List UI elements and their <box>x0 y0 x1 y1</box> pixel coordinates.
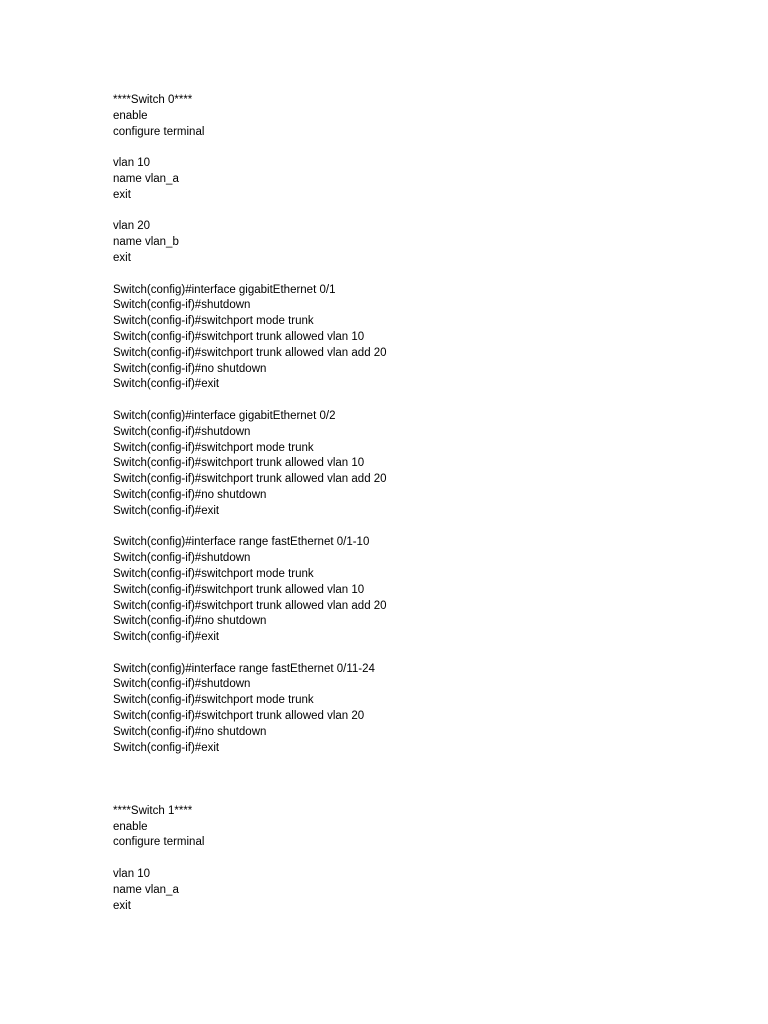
text-line: Switch(config-if)#exit <box>113 378 220 391</box>
text-line: Switch(config-if)#no shutdown <box>113 488 267 501</box>
blank-line <box>113 267 713 283</box>
blank-line <box>113 851 713 867</box>
text-line: Switch(config-if)#switchport trunk allowed vlan add 20 <box>113 346 387 359</box>
blank-line <box>113 140 713 156</box>
text-line: Switch(config)#interface range fastEthernet 0/11-24 <box>113 662 375 675</box>
text-line: Switch(config-if)#switchport mode trunk <box>113 315 314 328</box>
text-line: vlan 20 <box>113 220 151 233</box>
text-line: Switch(config-if)#shutdown <box>113 425 251 438</box>
text-line: Switch(config-if)#switchport trunk allowed vlan 10 <box>113 330 365 343</box>
text-line: Switch(config-if)#switchport trunk allowed vlan add 20 <box>113 599 387 612</box>
text-line: exit <box>113 899 131 912</box>
blank-line <box>113 772 713 788</box>
text-line: configure terminal <box>113 836 205 849</box>
text-line: Switch(config-if)#switchport mode trunk <box>113 441 314 454</box>
blank-line <box>113 788 713 804</box>
blank-line <box>113 520 713 536</box>
text-line: name vlan_b <box>113 236 179 249</box>
text-line: ****Switch 1**** <box>113 804 193 817</box>
blank-line <box>113 204 713 220</box>
text-line: Switch(config)#interface range fastEthernet 0/1-10 <box>113 536 370 549</box>
text-line: enable <box>113 820 148 833</box>
text-line: Switch(config-if)#switchport trunk allowed vlan 10 <box>113 583 365 596</box>
text-line: Switch(config-if)#switchport trunk allowed vlan add 20 <box>113 473 387 486</box>
text-line: Switch(config-if)#switchport mode trunk <box>113 567 314 580</box>
text-line: Switch(config-if)#exit <box>113 504 220 517</box>
text-line: Switch(config-if)#exit <box>113 741 220 754</box>
text-line: enable <box>113 109 148 122</box>
text-line: name vlan_a <box>113 172 179 185</box>
text-line: Switch(config)#interface gigabitEthernet 0/2 <box>113 409 336 422</box>
text-line: vlan 10 <box>113 157 151 170</box>
text-line: Switch(config-if)#no shutdown <box>113 725 267 738</box>
text-line: Switch(config)#interface gigabitEthernet 0/1 <box>113 283 336 296</box>
text-line: Switch(config-if)#no shutdown <box>113 362 267 375</box>
text-line: exit <box>113 251 131 264</box>
text-line: Switch(config-if)#no shutdown <box>113 615 267 628</box>
text-line: Switch(config-if)#shutdown <box>113 299 251 312</box>
document-body <box>113 93 713 914</box>
text-line: Switch(config-if)#shutdown <box>113 552 251 565</box>
text-line: Switch(config-if)#switchport trunk allowed vlan 20 <box>113 710 365 723</box>
text-line: ****Switch 0**** <box>113 94 193 106</box>
blank-line <box>113 646 713 662</box>
text-line: Switch(config-if)#switchport trunk allowed vlan 10 <box>113 457 365 470</box>
text-line: Switch(config-if)#switchport mode trunk <box>113 694 314 707</box>
blank-line <box>113 393 713 409</box>
text-line: vlan 10 <box>113 868 151 881</box>
text-line: name vlan_a <box>113 883 179 896</box>
blank-line <box>113 756 713 772</box>
text-line: Switch(config-if)#exit <box>113 631 220 644</box>
text-line: configure terminal <box>113 125 205 138</box>
text-line: exit <box>113 188 131 201</box>
text-line: Switch(config-if)#shutdown <box>113 678 251 691</box>
